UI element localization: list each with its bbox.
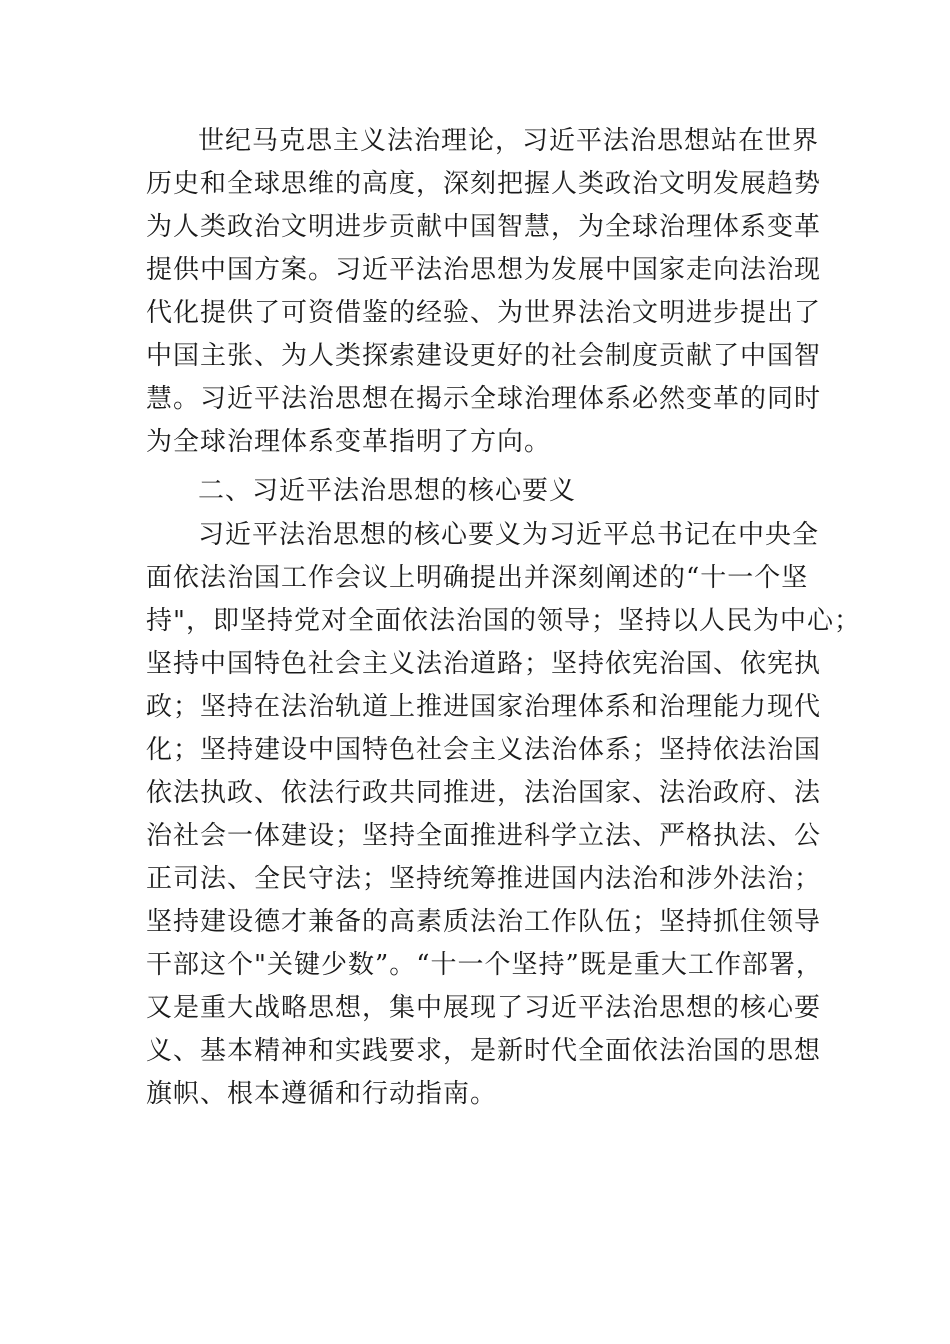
paragraph-line: 历史和全球思维的高度，深刻把握人类政治文明发展趋势: [146, 169, 822, 199]
paragraph-line: 为全球治理体系变革指明了方向。: [146, 427, 552, 457]
paragraph-line: 世纪马克思主义法治理论，习近平法治思想站在世界: [198, 126, 820, 156]
paragraph-line: 提供中国方案。习近平法治思想为发展中国家走向法治现: [146, 255, 822, 285]
paragraph-line: 依法执政、依法行政共同推进，法治国家、法治政府、法: [146, 778, 822, 808]
paragraph-line: 习近平法治思想的核心要义为习近平总书记在中央全: [198, 520, 820, 550]
paragraph-line: 为人类政治文明进步贡献中国智慧，为全球治理体系变革: [146, 212, 822, 242]
paragraph-line: 坚持中国特色社会主义法治道路；坚持依宪治国、依宪执: [146, 649, 822, 679]
section-heading: [146, 470, 810, 513]
paragraph-line: 慧。习近平法治思想在揭示全球治理体系必然变革的同时: [146, 384, 822, 414]
paragraph-line: 干部这个"关键少数”。“十一个坚持”既是重大工作部署，: [146, 950, 823, 980]
section-heading-text: 二、习近平法治思想的核心要义: [198, 476, 577, 506]
paragraph-line: 治社会一体建设；坚持全面推进科学立法、严格执法、公: [146, 821, 822, 851]
paragraph-line: 又是重大战略思想，集中展现了习近平法治思想的核心要: [146, 993, 822, 1023]
paragraph-intro: [146, 120, 822, 464]
paragraph-line: 正司法、全民守法；坚持统筹推进国内法治和涉外法治；: [146, 864, 822, 894]
paragraph-line: 旗帜、根本遵循和行动指南。: [146, 1079, 498, 1109]
paragraph-line: 政；坚持在法治轨道上推进国家治理体系和治理能力现代: [146, 692, 822, 722]
paragraph-line: 义、基本精神和实践要求，是新时代全面依法治国的思想: [146, 1036, 822, 1066]
paragraph-line: 代化提供了可资借鉴的经验、为世界法治文明进步提出了: [146, 298, 822, 328]
paragraph-line: 坚持建设德才兼备的高素质法治工作队伍；坚持抓住领导: [146, 907, 822, 937]
paragraph-line: 持"，即坚持党对全面依法治国的领导；坚持以人民为中心；: [146, 606, 861, 636]
paragraph-line: 面依法治国工作会议上明确提出并深刻阐述的“十一个坚: [146, 563, 809, 593]
paragraph-line: 化；坚持建设中国特色社会主义法治体系；坚持依法治国: [146, 735, 822, 765]
paragraph-line: 中国主张、为人类探索建设更好的社会制度贡献了中国智: [146, 341, 822, 371]
paragraph-core-meaning: [146, 514, 861, 1116]
